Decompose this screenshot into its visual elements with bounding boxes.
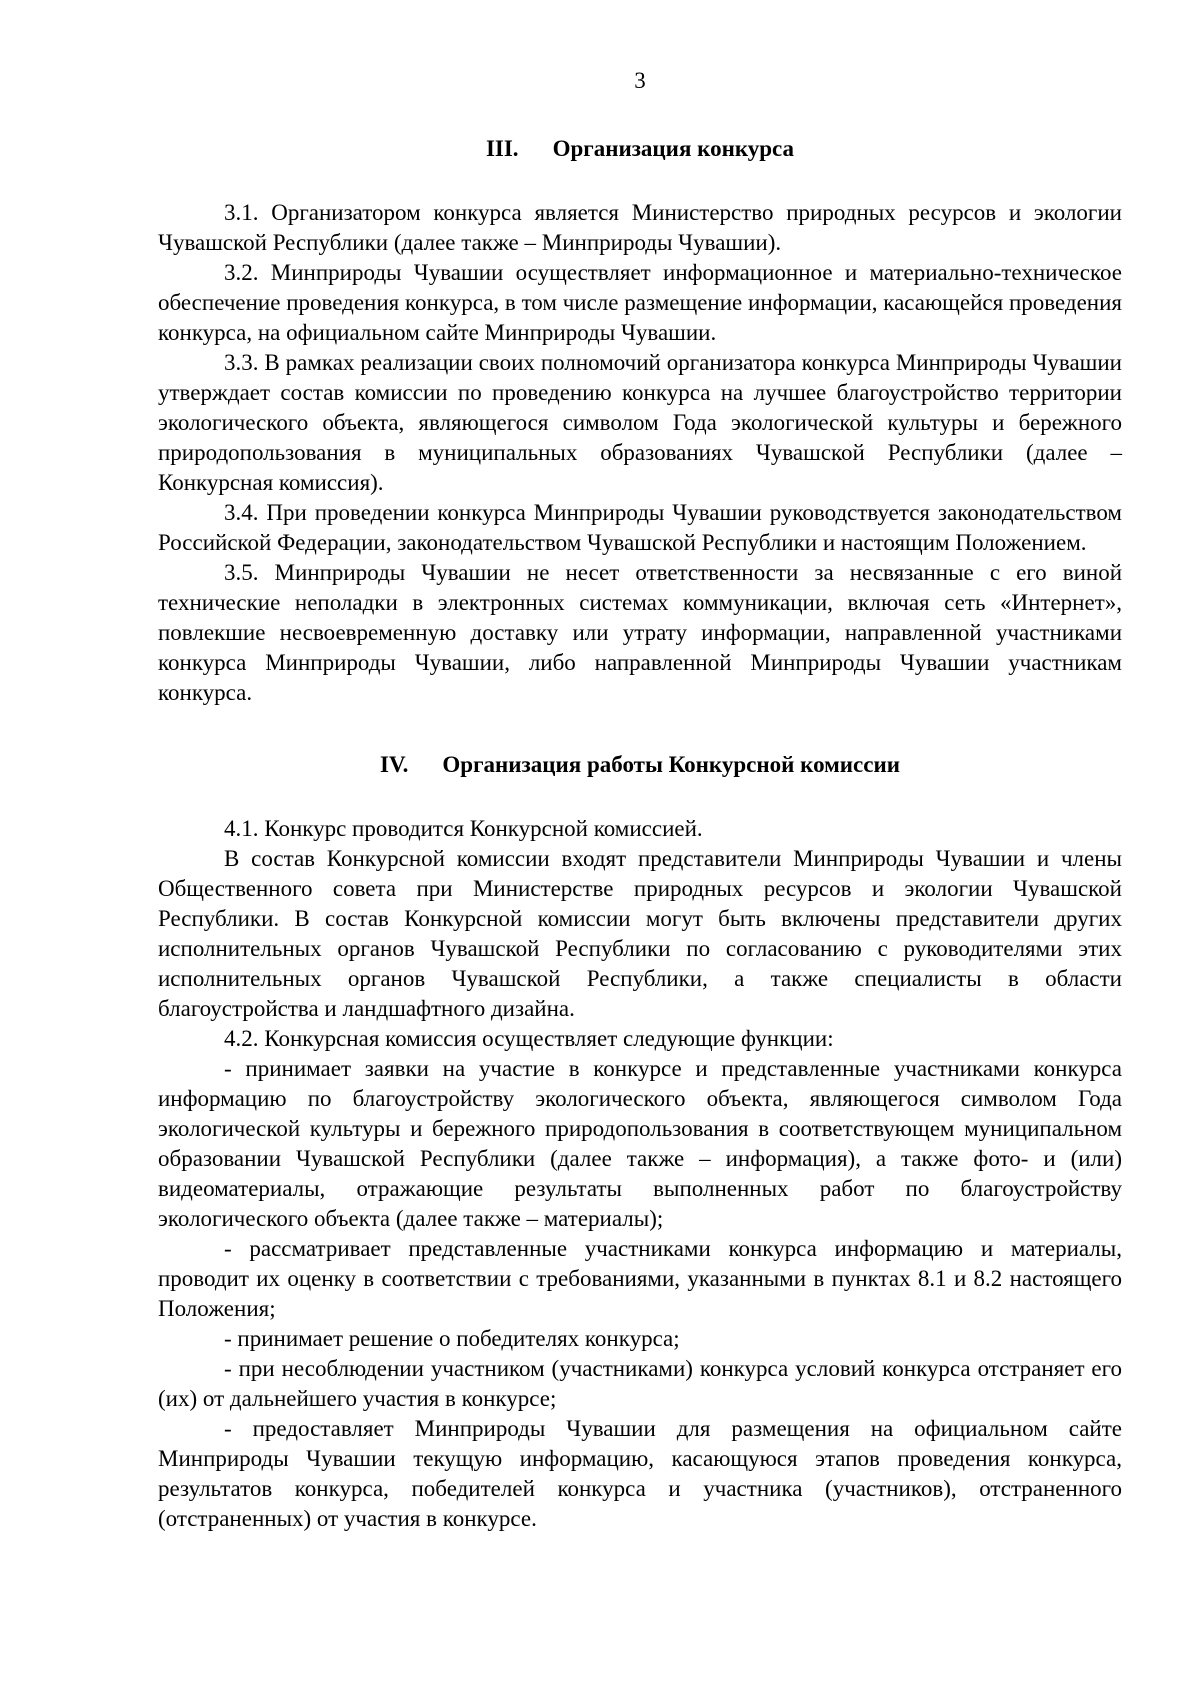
- document-page: [158, 68, 1122, 1534]
- section-3-numeral: III.: [485, 136, 519, 161]
- paragraph-3-5: 3.5. Минприроды Чувашии не несет ответственности за несвязанные с его виной технические неполадки в электронных системах коммуникации, включая сеть «Интернет», повлекшие несвоевременную доставку или утрату информации, направленной участниками конкурса Минприроды Чувашии, либо направленной Минприроды Чувашии участникам конкурса.: [158, 560, 1122, 705]
- paragraph-3-1: 3.1. Организатором конкурса является Министерство природных ресурсов и экологии Чувашской Республики (далее также – Минприроды Чувашии).: [158, 200, 1122, 255]
- section-3-heading: [158, 134, 1122, 164]
- function-item-provides-information: - предоставляет Минприроды Чувашии для размещения на официальном сайте Минприроды Чувашии текущую информацию, касающуюся этапов проведения конкурса, результатов конкурса, победителей конкурса и участника (участников), отстраненного (отстраненных) от участия в конкурсе.: [158, 1416, 1122, 1531]
- section-4-body: [158, 814, 1122, 1534]
- section-3-title: Организация конкурса: [552, 136, 795, 161]
- paragraph-3-3: 3.3. В рамках реализации своих полномочий организатора конкурса Минприроды Чувашии утверждает состав комиссии по проведению конкурса на лучшее благоустройство территории экологического объекта, являющегося символом Года экологической культуры и бережного природопользования в муниципальных образованиях Чувашской Республики (далее – Конкурсная комиссия).: [158, 350, 1122, 495]
- function-item-decides-winners: - принимает решение о победителях конкурса;: [224, 1326, 680, 1351]
- function-item-accepts-applications: - принимает заявки на участие в конкурсе и представленные участниками конкурса информацию по благоустройству экологического объекта, являющегося символом Года экологической культуры и бережного природопользования в соответствующем муниципальном образовании Чувашской Республики (далее также – информация), а также фото- и (или) видеоматериалы, отражающие результаты выполненных работ по благоустройству экологического объекта (далее также – материалы);: [158, 1056, 1122, 1231]
- paragraph-3-2: 3.2. Минприроды Чувашии осуществляет информационное и материально-техническое обеспечение проведения конкурса, в том числе размещение информации, касающейся проведения конкурса, на официальном сайте Минприроды Чувашии.: [158, 260, 1122, 345]
- section-4-heading: [158, 750, 1122, 780]
- page-number: 3: [634, 68, 646, 93]
- paragraph-4-1: 4.1. Конкурс проводится Конкурсной комиссией.: [224, 816, 703, 841]
- paragraph-4-2: 4.2. Конкурсная комиссия осуществляет следующие функции:: [224, 1026, 834, 1051]
- function-item-reviews-materials: - рассматривает представленные участниками конкурса информацию и материалы, проводит их оценку в соответствии с требованиями, указанными в пунктах 8.1 и 8.2 настоящего Положения;: [158, 1236, 1122, 1321]
- paragraph-3-4: 3.4. При проведении конкурса Минприроды Чувашии руководствуется законодательством Российской Федерации, законодательством Чувашской Республики и настоящим Положением.: [158, 500, 1122, 555]
- section-4-title: Организация работы Конкурсной комиссии: [442, 752, 900, 777]
- section-4-numeral: IV.: [380, 752, 409, 777]
- section-3-body: [158, 198, 1122, 708]
- paragraph-commission-composition: В состав Конкурсной комиссии входят представители Минприроды Чувашии и члены Общественного совета при Министерстве природных ресурсов и экологии Чувашской Республики. В состав Конкурсной комиссии могут быть включены представители других исполнительных органов Чувашской Республики по согласованию с руководителями этих исполнительных органов Чувашской Республики, а также специалисты в области благоустройства и ландшафтного дизайна.: [158, 846, 1122, 1021]
- function-item-removes-participants: - при несоблюдении участником (участниками) конкурса условий конкурса отстраняет его (их) от дальнейшего участия в конкурсе;: [158, 1356, 1122, 1411]
